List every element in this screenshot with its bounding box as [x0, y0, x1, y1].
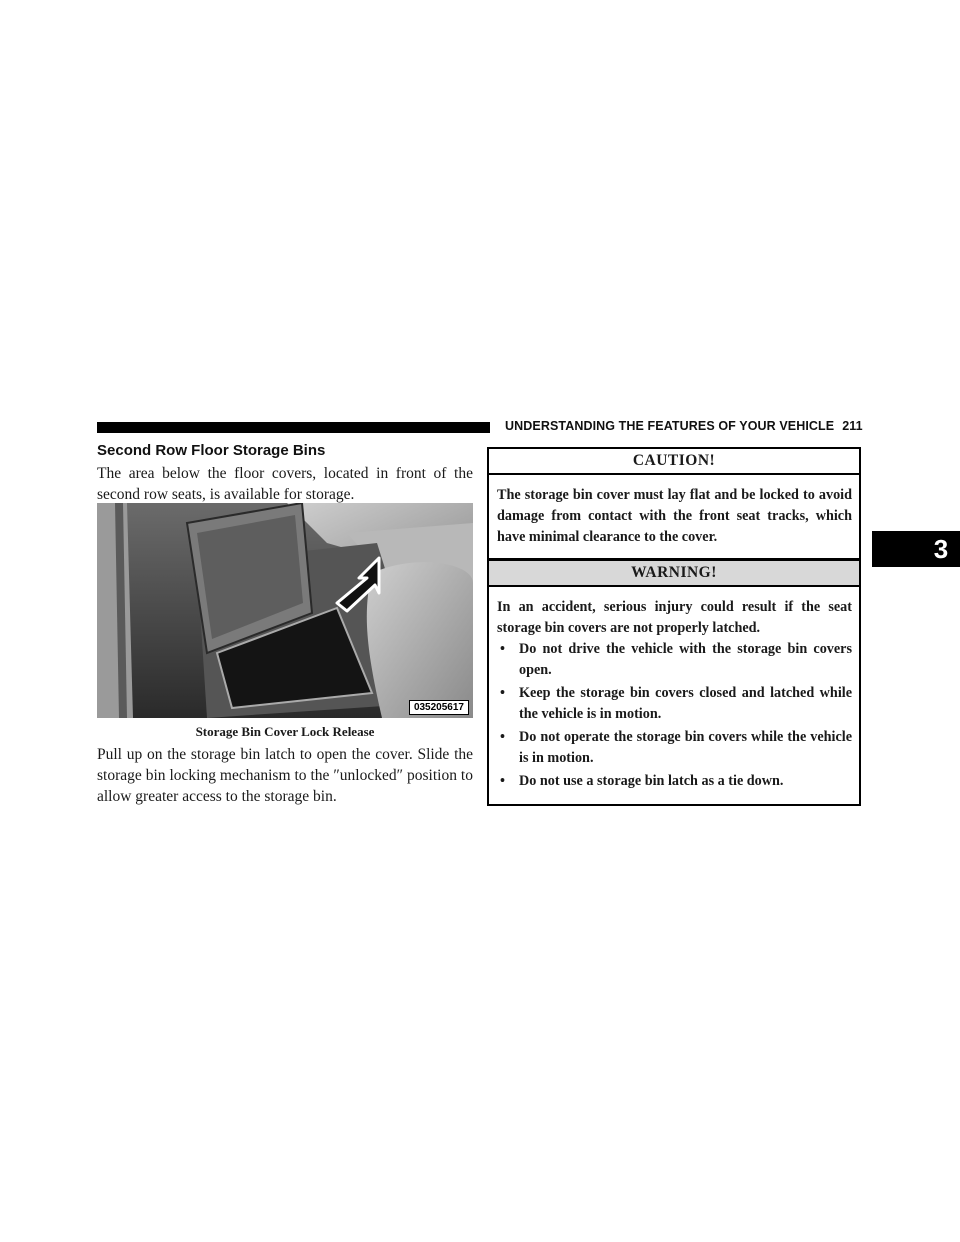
figure-caption: Storage Bin Cover Lock Release	[195, 724, 375, 739]
chapter-tab	[872, 531, 960, 567]
warning-item	[497, 683, 852, 725]
header-title: UNDERSTANDING THE FEATURES OF YOUR VEHICLE	[505, 419, 835, 433]
body-paragraph: Pull up on the storage bin latch to open the cover. Slide the storage bin locking mechanism to the ″unlocked″ position to allow greater access to the storage bin.	[97, 746, 473, 805]
section-heading: Second Row Floor Storage Bins	[97, 442, 326, 459]
caution-box	[487, 447, 861, 560]
caution-text: The storage bin cover must lay flat and be locked to avoid damage from contact with the front seat tracks, which have minimal clearance to the cover.	[497, 487, 852, 545]
warning-list	[497, 639, 852, 792]
caution-title: CAUTION!	[489, 449, 859, 475]
bullet: •	[500, 641, 505, 657]
bullet: •	[500, 773, 505, 789]
bullet: •	[500, 729, 505, 745]
left-column	[97, 442, 473, 505]
storage-bin-illustration	[97, 503, 473, 718]
warning-item-text: Do not use a storage bin latch as a tie down.	[519, 773, 784, 789]
warning-item-text: Do not operate the storage bin covers while the vehicle is in motion.	[519, 729, 852, 766]
warning-title: WARNING!	[489, 561, 859, 587]
warning-body	[489, 587, 859, 804]
warning-item-text: Do not drive the vehicle with the storage bin covers open.	[519, 641, 852, 678]
warning-item	[497, 771, 852, 792]
page-number: 211	[842, 419, 863, 433]
running-header	[505, 419, 865, 433]
bullet: •	[500, 685, 505, 701]
warning-intro: In an accident, serious injury could result if the seat storage bin covers are not properly latched.	[497, 599, 852, 636]
intro-paragraph: The area below the floor covers, located in front of the second row seats, is available for storage.	[97, 465, 473, 503]
header-rule	[97, 422, 490, 433]
warning-box	[487, 559, 861, 806]
storage-bin-photo	[97, 503, 473, 718]
warning-item	[497, 727, 852, 769]
chapter-number: 3	[933, 534, 949, 564]
warning-item-text: Keep the storage bin covers closed and latched while the vehicle is in motion.	[519, 685, 852, 722]
figure-id: 035205617	[409, 700, 469, 715]
warning-item	[497, 639, 852, 681]
